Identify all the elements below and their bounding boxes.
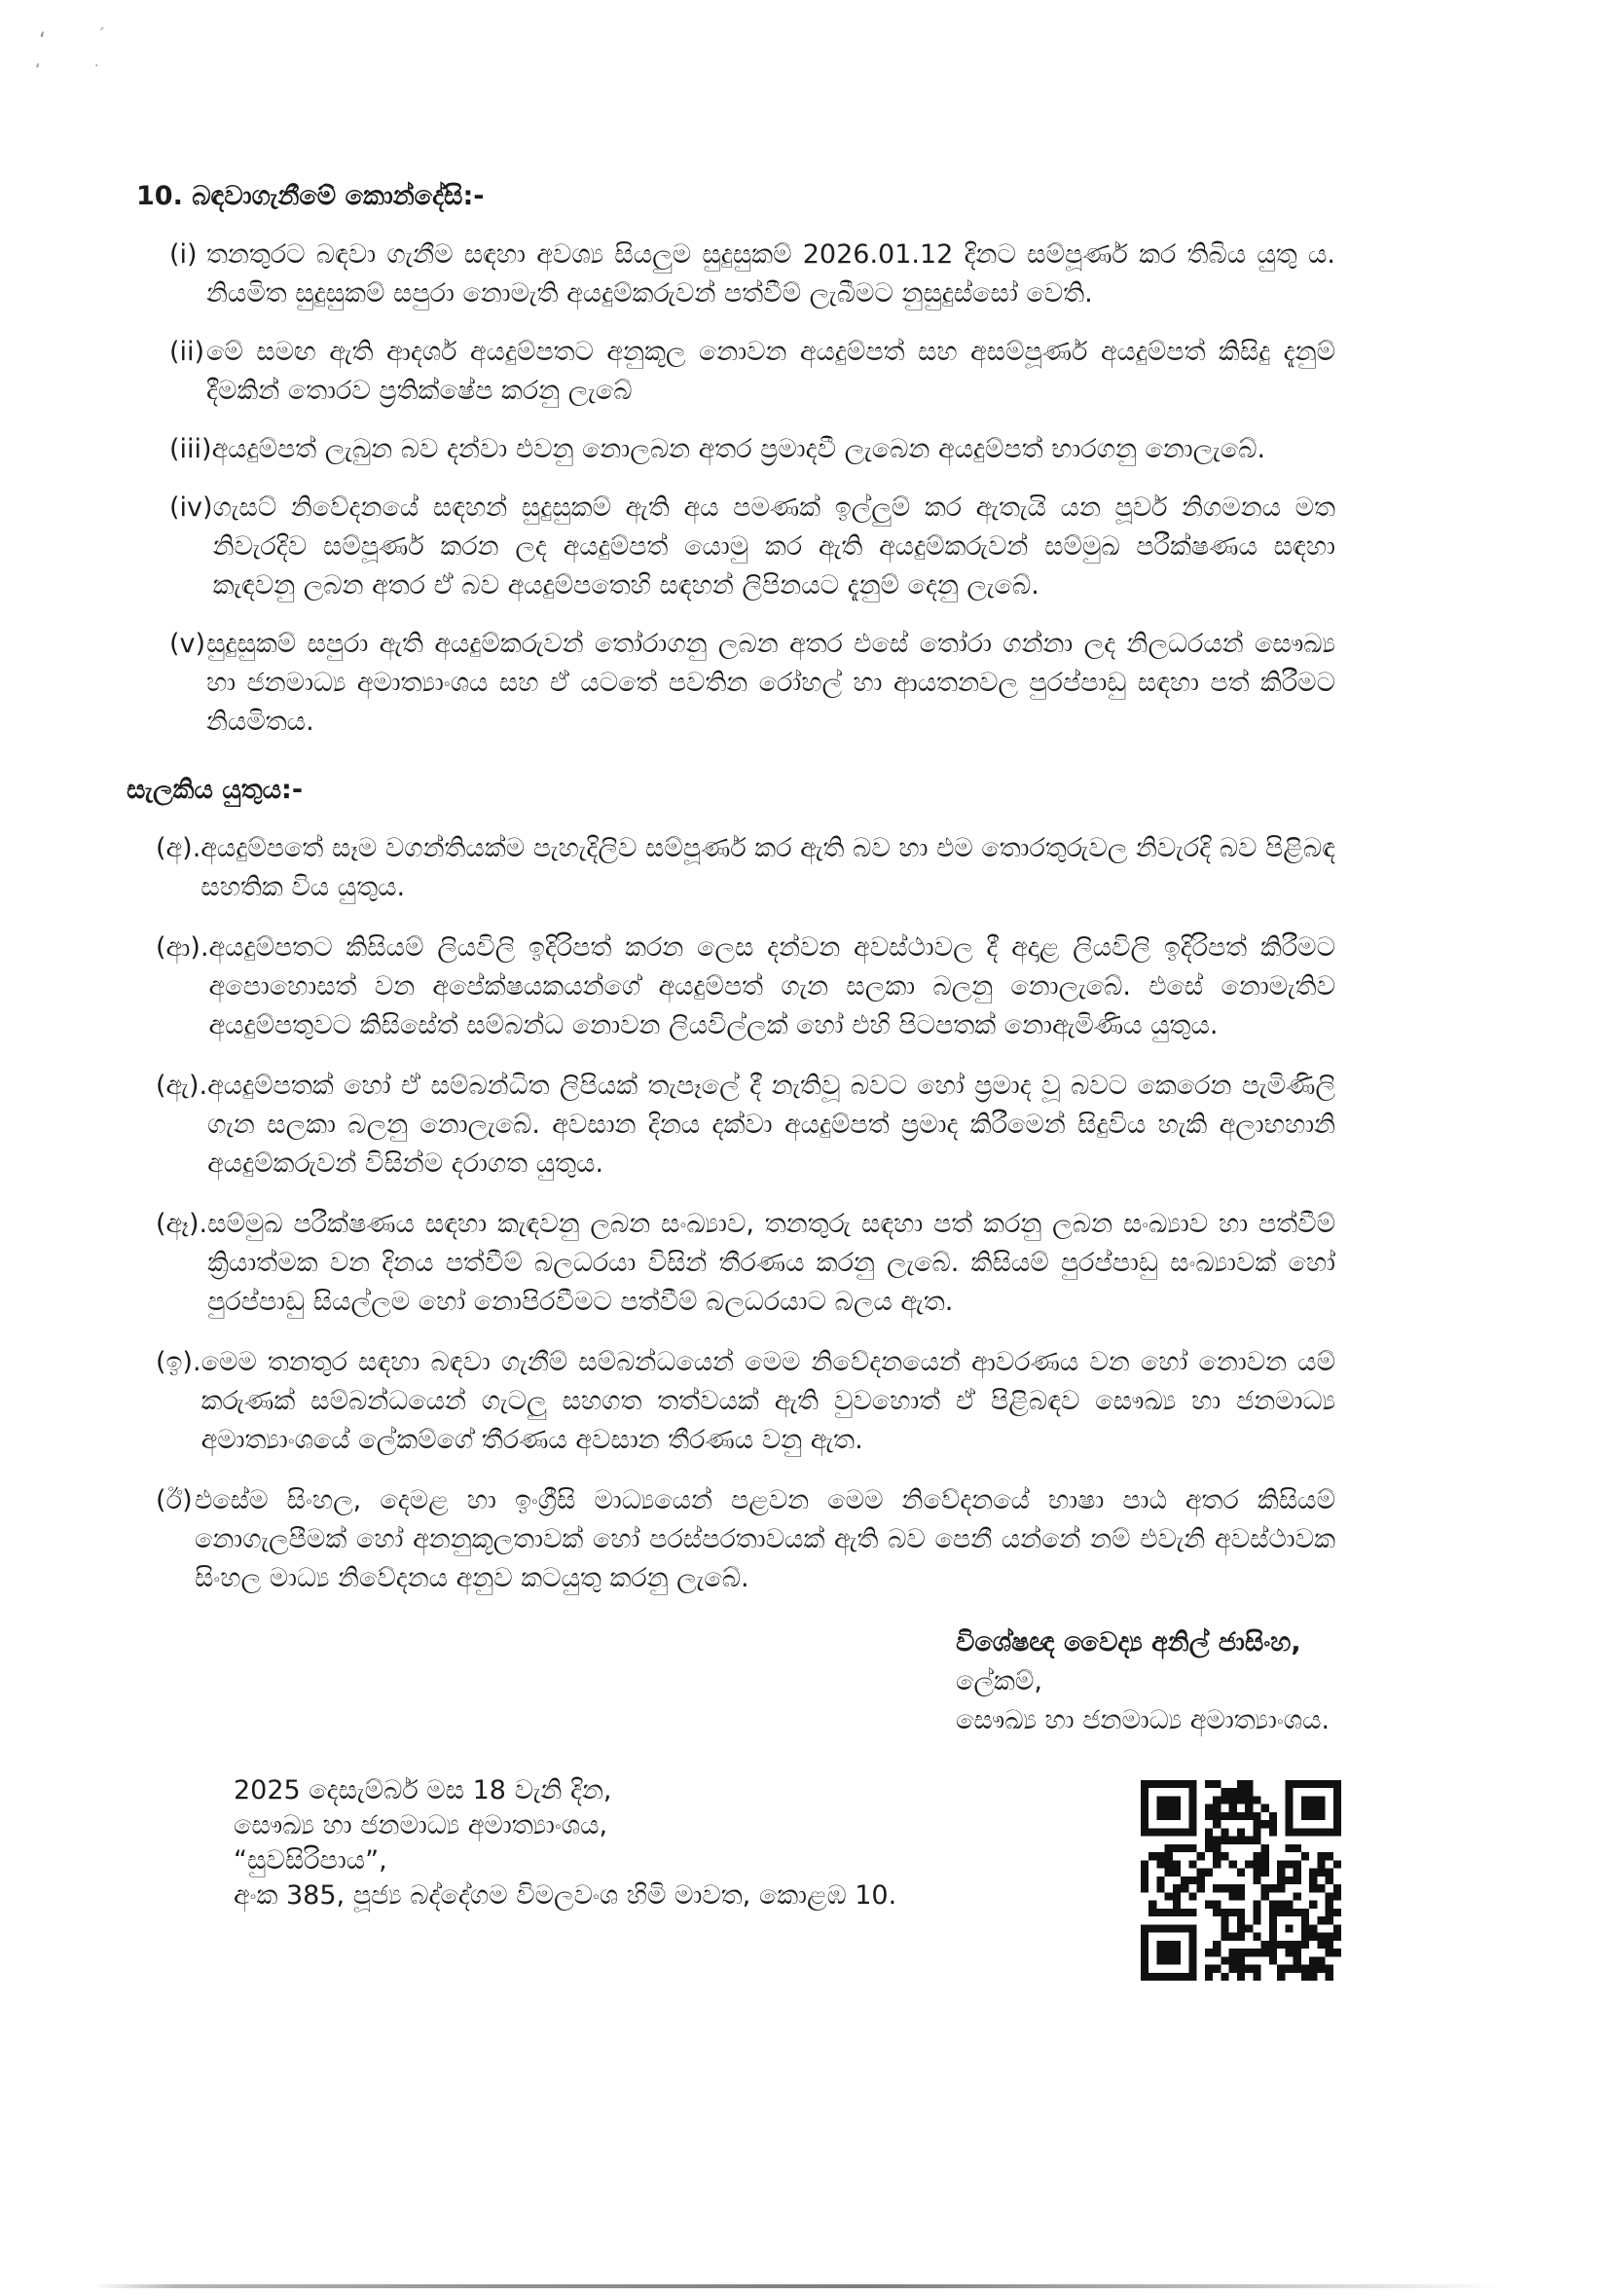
signatory-organization: සෞඛ්‍ය හා ජනමාධ්‍ය අමාත්‍යාංශය. bbox=[956, 1705, 1331, 1735]
note-text: අයදුම්පතක් හෝ ඒ සම්බන්ධිත ලිපියක් තැපෑලේ දී නැතිවූ බවට හෝ ප්‍රමාද වූ බවට කෙරෙන පැමිණිලි ගැන සලකා බලනු නොලැබේ. අවසාන දිනය දක්වා අයදුම්පත් ප්‍රමාද කිරීමෙන් සිදුවිය හැකි අලාභහානි අයදුම්කරුවන් විසින්ම දරාගත යුතුය. bbox=[207, 1071, 1335, 1179]
scan-artifact: ‘ bbox=[39, 29, 46, 54]
note-label: (ආ). bbox=[156, 932, 209, 963]
note-text: අයදුම්පතේ සෑම වගන්තියක්ම පැහැදිලිව සම්පූර්ණ කර ඇති බව හා එම තොරතුරුවල නිවැරදි බව පිළිබඳ සහතික විය යුතුය. bbox=[200, 833, 1335, 902]
condition-label: (ii) bbox=[169, 337, 205, 367]
address-line: “සුවසිරිපාය”, bbox=[234, 1845, 387, 1876]
note-item bbox=[136, 1205, 1335, 1322]
condition-label: (i) bbox=[169, 239, 198, 270]
scan-artifact: · bbox=[94, 58, 99, 74]
condition-item bbox=[136, 333, 1335, 411]
note-label: (ඊ) bbox=[156, 1485, 193, 1515]
signature-block bbox=[956, 1623, 1330, 1740]
address-line: අංක 385, පූජ්‍ය බද්දේගම විමලවංශ හිමි මාවත, කොළඹ 10. bbox=[234, 1880, 897, 1911]
note-label: (ඉ). bbox=[156, 1347, 201, 1377]
note-text: සම්මුඛ පරීක්ෂණය සඳහා කැඳවනු ලබන සංඛ්‍යාව, තනතුරු සඳහා පත් කරනු ලබන සංඛ්‍යාව හා පත්වීම් ක්‍රියාත්මක වන දිනය පත්වීම් බලධරයා විසින් තීරණය කරනු ලැබේ. කිසියම් පුරප්පාඩු සංඛ්‍යාවක් හෝ පුරප්පාඩු සියල්ලම හෝ නොපිරවීමට පත්වීම් බලධරයාට බලය ඇත. bbox=[207, 1209, 1335, 1317]
notes-heading: සැලකිය යුතුය:- bbox=[127, 775, 304, 805]
note-label: (අ). bbox=[156, 833, 201, 863]
address-line: සෞඛ්‍ය හා ජනමාධ්‍ය අමාත්‍යාංශය, bbox=[234, 1810, 608, 1840]
condition-item bbox=[136, 489, 1335, 605]
note-item bbox=[136, 929, 1335, 1045]
section-10-heading: 10. බඳවාගැනීමේ කොන්දේසි:- bbox=[136, 181, 485, 211]
date-line: 2025 දෙසැම්බර් මස 18 වැනි දින, bbox=[234, 1775, 612, 1805]
note-label: (ඇ). bbox=[156, 1071, 208, 1101]
scan-artifact-line bbox=[92, 2284, 1502, 2288]
condition-item bbox=[136, 430, 1335, 469]
signatory-name: විශේෂඥ වෛද්‍ය අනිල් ජාසිංහ, bbox=[956, 1627, 1301, 1658]
note-text: එසේම සිංහල, දෙමළ හා ඉංග්‍රීසි මාධ්‍යයෙන් පළවන මෙම නිවේදනයේ භාෂා පාඨ අතර කිසියම් නොගැලපීමක් හෝ අනනුකූලතාවක් හෝ පරස්පරතාවයක් ඇති බව පෙනී යන්නේ නම් එවැනි අවස්ථාවක සිංහල මාධ්‍ය නිවේදනය අනුව කටයුතු කරනු ලැබේ. bbox=[195, 1485, 1335, 1593]
note-item bbox=[136, 1067, 1335, 1184]
condition-label: (iii) bbox=[169, 434, 212, 464]
note-text: මෙම තනතුර සඳහා බඳවා ගැනීම් සම්බන්ධයෙන් මෙම නිවේදනයෙන් ආවරණය වන හෝ නොවන යම් කරුණක් සම්බන්ධයෙන් ගැටලු සහගත තත්වයක් ඇති වුවහොත් ඒ පිළිබඳව සෞඛ්‍ය හා ජනමාධ්‍ය අමාත්‍යාංශයේ ලේකම්ගේ තීරණය අවසාන තීරණය වනු ඇත. bbox=[200, 1347, 1335, 1455]
date-address-block bbox=[234, 1773, 896, 1913]
condition-text: අයදුම්පත් ලැබුන බව දන්වා එවනු නොලබන අතර ප්‍රමාදවී ලැබෙන අයදුම්පත් භාරගනු නොලැබේ. bbox=[211, 434, 1266, 464]
note-item bbox=[136, 829, 1335, 907]
note-item bbox=[136, 1481, 1335, 1598]
note-label: (ඈ). bbox=[156, 1209, 208, 1239]
note-text: අයදුම්පතට කිසියම් ලියවිලි ඉදිරිපත් කරන ලෙස දන්වන අවස්ථාවල දී අදාළ ලියවිලි ඉදිරිපත් කිරීමට අපොහොසත් වන අපේක්ෂයකයන්ගේ අයදුම්පත් ගැන සලකා බලනු නොලැබේ. එසේ නොමැතිව අයදුම්පතුවට කිසිසේත් සම්බන්ධ නොවන ලියවිල්ලක් හෝ එහි පිටපතක් නොඇමිණිය යුතුය. bbox=[208, 932, 1335, 1040]
note-item bbox=[136, 1343, 1335, 1460]
condition-text: තනතුරට බඳවා ගැනීම සඳහා අවශ්‍ය සියලුම සුදුසුකම් 2026.01.12 දිනට සම්පූර්ණ කර තිබිය යුතු ය. නියමිත සුදුසුකම් සපුරා නොමැති අයදුම්කරුවන් පත්වීම් ලැබීමට නුසුදුස්සෝ වෙති. bbox=[206, 239, 1335, 309]
condition-text: ගැසට් නිවේදනයේ සඳහන් සුදුසුකම් ඇති අය පමණක් ඉල්ලුම් කර ඇතැයි යන පූර්ව නිගමනය මත නිවැරදිව සම්පූර්ණ කරන ලද අයදුම්පත් යොමු කර ඇති අයදුම්කරුවන් සම්මුඛ පරීක්ෂණය සඳහා කැඳවනු ලබන අතර ඒ බව අයදුම්පතෙහි සඳහන් ලිපිනයට දැනුම් දෙනු ලැබේ. bbox=[212, 492, 1335, 601]
condition-text: සුදුසුකම් සපුරා ඇති අයදුම්කරුවන් තෝරාගනු ලබන අතර එසේ තෝරා ගන්නා ලද නිලධරයන් සෞඛ්‍ය හා ජනමාධ්‍ය අමාත්‍යාංශය සහ ඒ යටතේ පවතින රෝහල් හා ආයතනවල පුරප්පාඩු සඳහා පත් කිරීමට නියමිතය. bbox=[206, 629, 1335, 737]
condition-item bbox=[136, 236, 1335, 313]
condition-item bbox=[136, 625, 1335, 742]
qr-code bbox=[1141, 1771, 1341, 1989]
condition-label: (iv) bbox=[169, 492, 213, 523]
document-body bbox=[127, 177, 1335, 1620]
signatory-title: ලේකම්, bbox=[956, 1666, 1042, 1696]
scan-artifact: ´ bbox=[97, 25, 105, 44]
condition-text: මේ සමඟ ඇති ආදර්ශ අයදුම්පතට අනුකූල නොවන අයදුම්පත් සහ අසම්පූර්ණ අයදුම්පත් කිසිදු දැනුම් දීමකින් තොරව ප්‍රතික්ෂේප කරනු ලැබේ bbox=[206, 337, 1335, 406]
condition-label: (v) bbox=[169, 629, 206, 659]
scan-artifact: ‘ bbox=[35, 60, 41, 81]
